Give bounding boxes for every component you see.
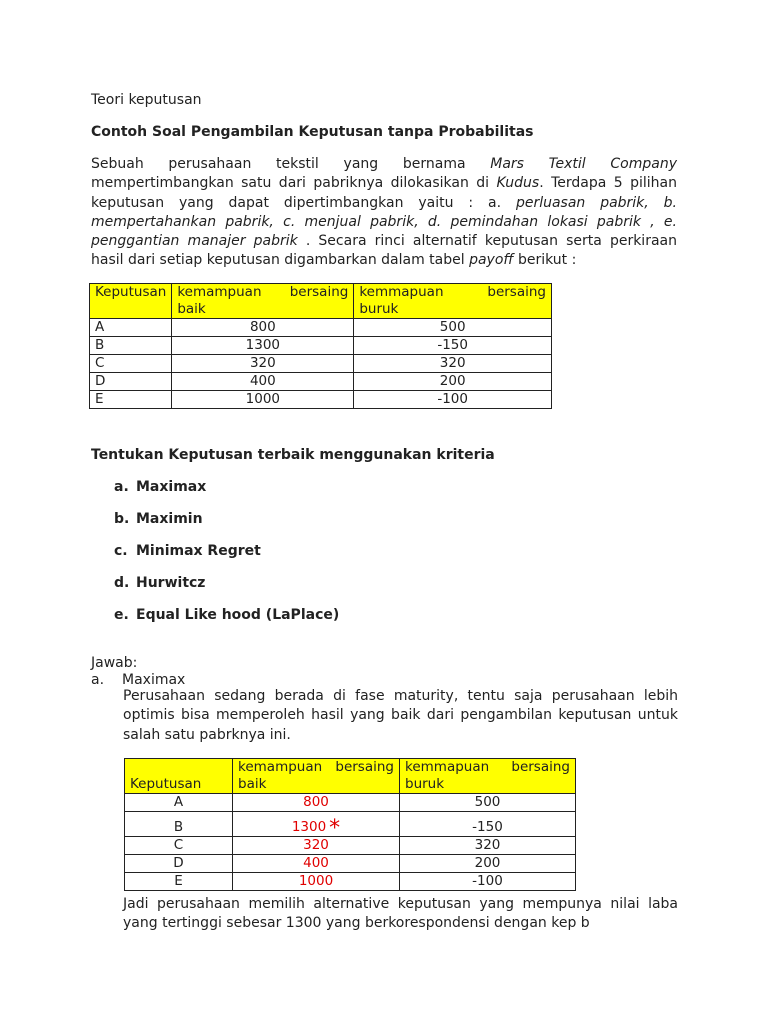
answer-label: Jawab:: [91, 655, 138, 671]
intro-text-1: Sebuah perusahaan tekstil yang bernama: [91, 156, 491, 172]
payoff-table: [89, 283, 552, 409]
table-cell: C: [90, 355, 172, 373]
list-item: a. Maximax: [114, 479, 207, 495]
table-cell: 320: [400, 837, 576, 855]
doc-heading: Contoh Soal Pengambilan Keputusan tanpa Probabilitas: [91, 124, 534, 140]
intro-text-2: mempertimbangkan satu dari pabriknya dilokasikan di: [91, 175, 497, 192]
conclusion-paragraph: Jadi perusahaan memilih alternative keputusan yang mempunya nilai laba yang tertinggi sebesar 1300 yang berkorespondensi dengan kep b: [123, 896, 678, 932]
list-item: c. Minimax Regret: [114, 543, 261, 559]
table-row: [90, 391, 552, 409]
table-cell: 320: [172, 355, 354, 373]
table-cell: 800: [172, 319, 354, 337]
table-row: [125, 855, 576, 873]
table-cell: -150: [400, 812, 576, 837]
table-cell: B: [90, 337, 172, 355]
table-cell: 800: [233, 794, 400, 812]
header-cell: kemampuan bersaing baik: [233, 759, 400, 794]
table-cell: A: [125, 794, 233, 812]
table-cell: 400: [172, 373, 354, 391]
intro-text-5: berikut :: [513, 252, 577, 269]
table-cell: -100: [400, 873, 576, 891]
company-name: Mars Textil Company: [490, 156, 677, 172]
table-row: [90, 373, 552, 391]
table-row: [125, 812, 576, 837]
answer-sub-text: Maximax: [122, 672, 186, 688]
header-cell: Keputusan: [90, 284, 172, 319]
table-header-row: [90, 284, 552, 319]
maximax-table: [124, 758, 576, 891]
table-cell: E: [90, 391, 172, 409]
header-cell: Keputusan: [125, 759, 233, 794]
intro-paragraph: [91, 155, 677, 271]
city-name: Kudus: [496, 175, 540, 192]
table-row: [90, 319, 552, 337]
table-cell: 1300: [172, 337, 354, 355]
intro-text-3: . Terdapa 5 pilihan keputusan yang dapat dipertimbangkan yaitu : a.: [91, 175, 677, 211]
table-cell: 320: [354, 355, 552, 373]
table-cell: 200: [354, 373, 552, 391]
table-cell: D: [125, 855, 233, 873]
table-row: [125, 873, 576, 891]
list-item: d. Hurwitcz: [114, 575, 206, 591]
task-heading: Tentukan Keputusan terbaik menggunakan kriteria: [91, 447, 495, 463]
table-cell: A: [90, 319, 172, 337]
table-row: [90, 337, 552, 355]
doc-title: Teori keputusan: [91, 92, 202, 108]
table-cell: 1000: [172, 391, 354, 409]
table-row: [125, 794, 576, 812]
table-header-row: [125, 759, 576, 794]
table-cell: B: [125, 812, 233, 837]
table-cell: 1000: [233, 873, 400, 891]
header-cell: kemampuan bersaing baik: [172, 284, 354, 319]
table-cell: C: [125, 837, 233, 855]
table-row: [90, 355, 552, 373]
table-cell: E: [125, 873, 233, 891]
header-cell: kemmapuan bersaing buruk: [354, 284, 552, 319]
answer-paragraph: Perusahaan sedang berada di fase maturity, tentu saja perusahaan lebih optimis bisa memperoleh hasil yang baik dari pengambilan keputusan untuk salah satu pabrknya ini.: [123, 688, 678, 743]
decision-options: perluasan pabrik, b. mempertahankan pabrik, c. menjual pabrik, d. pemindahan lokasi pabrik , e. penggantian manajer pabrik: [91, 194, 677, 250]
table-cell: [233, 812, 400, 841]
table-cell: 500: [400, 794, 576, 812]
list-item: e. Equal Like hood (LaPlace): [114, 607, 340, 623]
list-item: b. Maximin: [114, 511, 203, 527]
table-cell: 500: [354, 319, 552, 337]
table-cell: 400: [233, 855, 400, 873]
table-cell: 320: [233, 837, 400, 855]
payoff-word: payoff: [469, 252, 514, 269]
table-cell: -150: [354, 337, 552, 355]
table-cell: 200: [400, 855, 576, 873]
asterisk-mark: *: [329, 816, 341, 841]
intro-text-4: . Secara rinci alternatif keputusan serta perkiraan hasil dari setiap keputusan digambarkan dalam tabel: [91, 233, 677, 269]
max-value: 1300: [291, 819, 327, 835]
header-cell: kemmapuan bersaing buruk: [400, 759, 576, 794]
answer-sub-label: a.: [91, 672, 105, 688]
table-cell: D: [90, 373, 172, 391]
table-cell: -100: [354, 391, 552, 409]
table-row: [125, 837, 576, 855]
criteria-list: [114, 479, 339, 639]
